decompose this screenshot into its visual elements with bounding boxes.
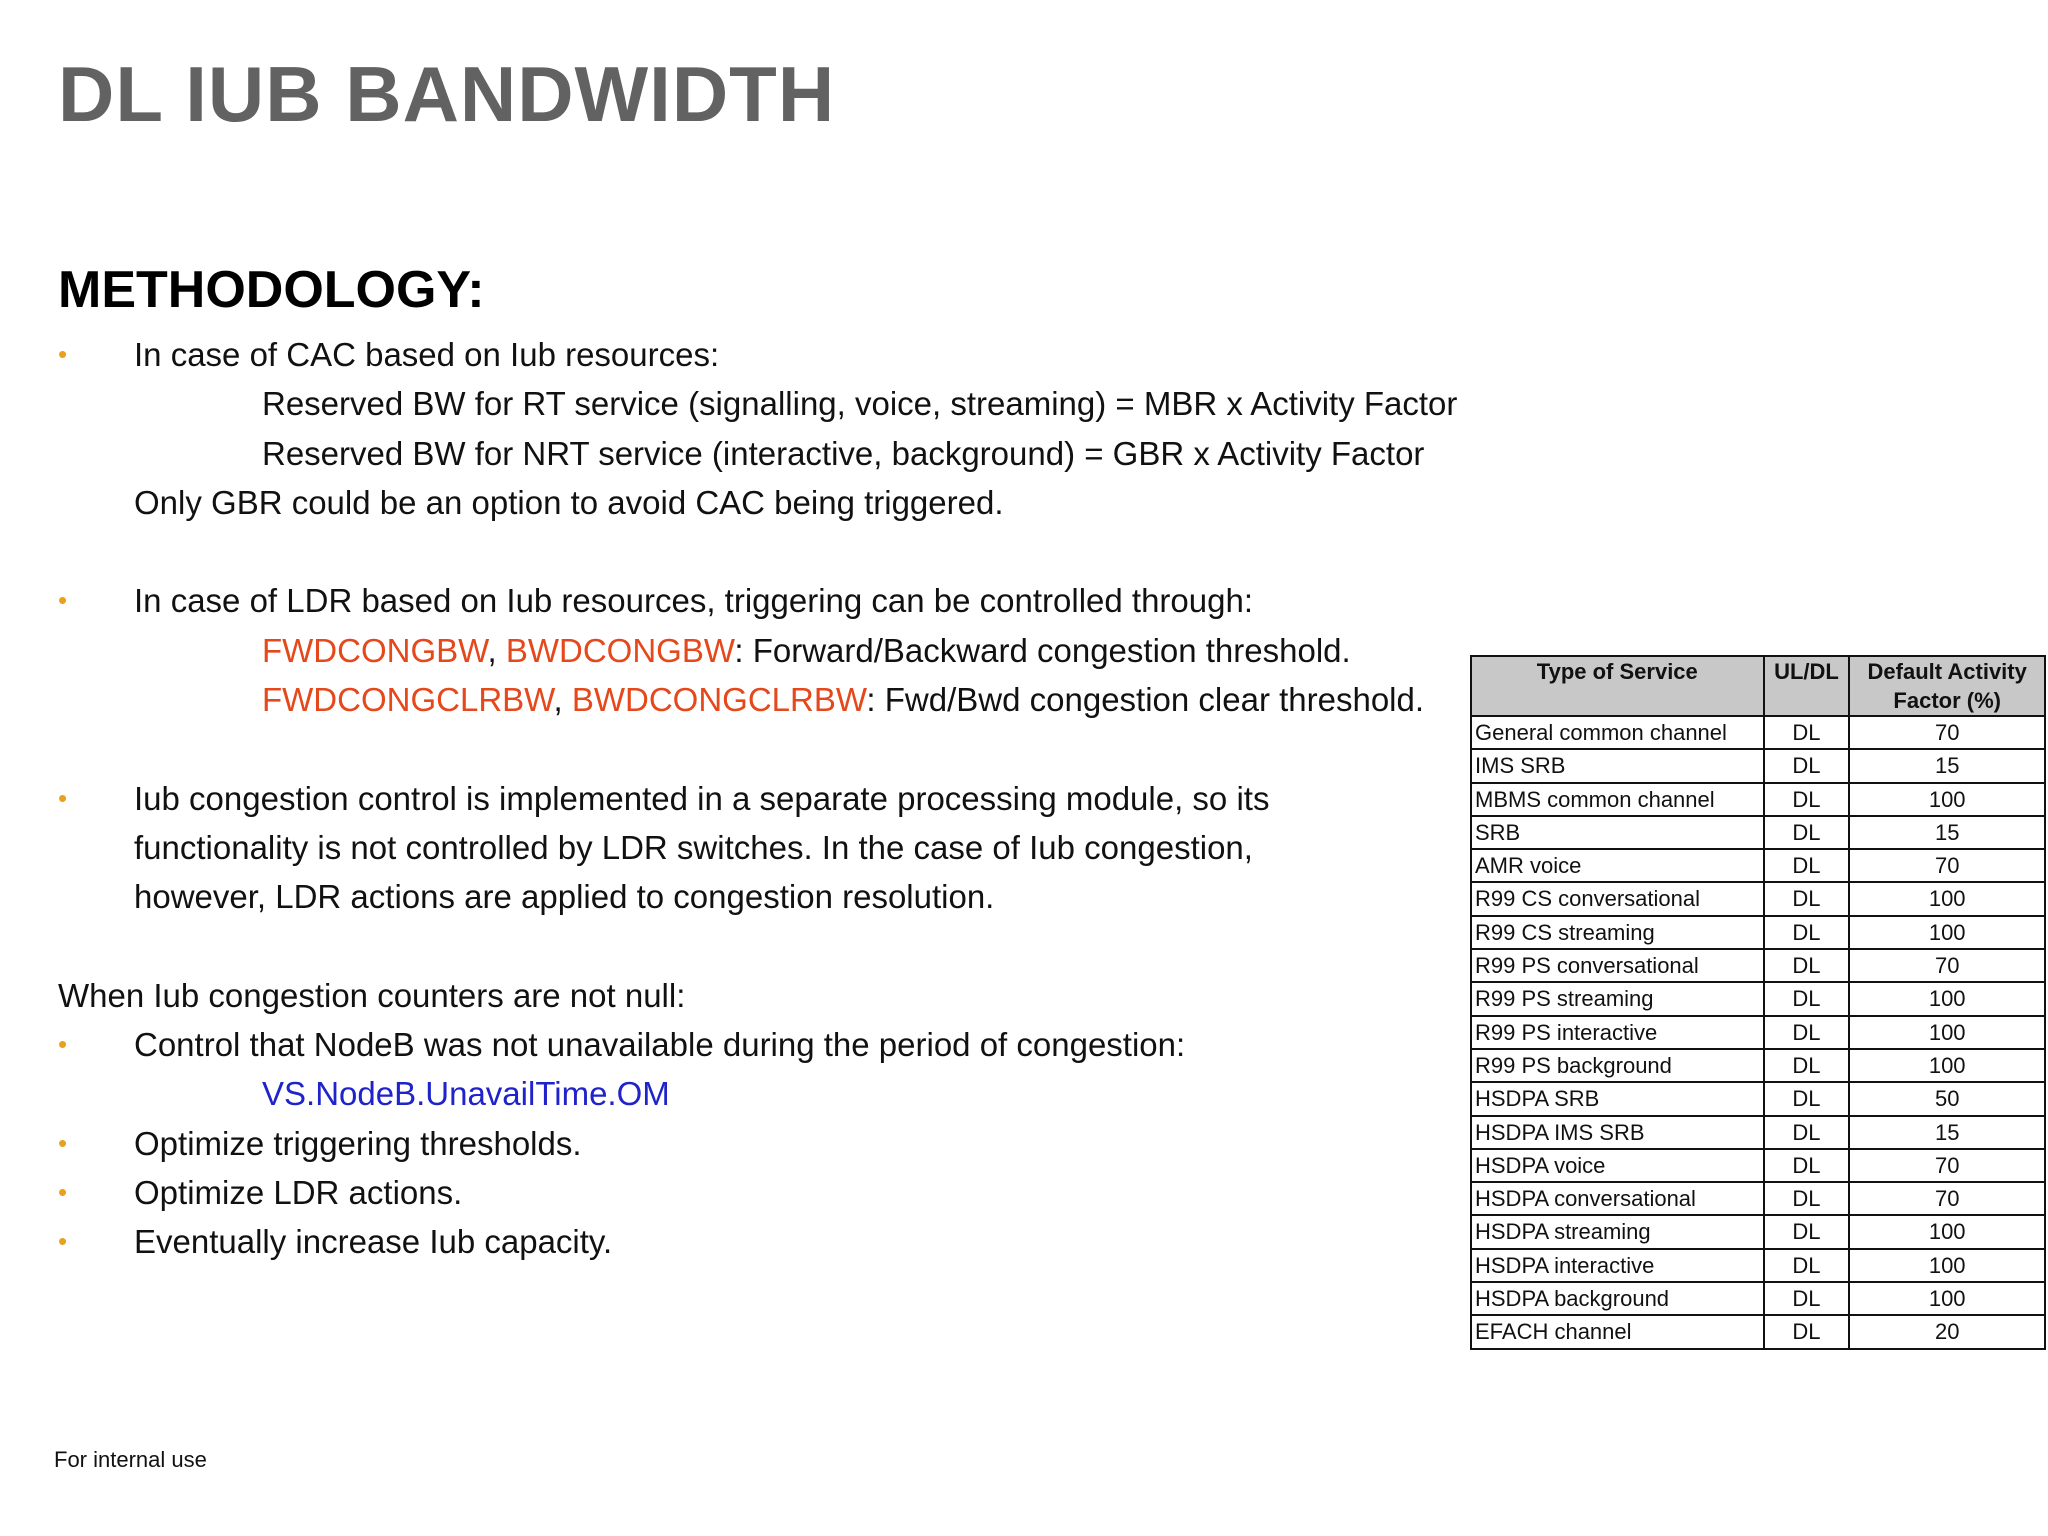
- rt-formula: Reserved BW for RT service (signalling, voice, streaming) = MBR x Activity Factor: [262, 385, 1458, 423]
- activity-factor-cell: 100: [1849, 982, 2045, 1015]
- table-body: [1471, 716, 2045, 1349]
- spacer: [58, 724, 1498, 773]
- table-row: [1471, 982, 2045, 1015]
- service-cell: HSDPA background: [1471, 1282, 1764, 1315]
- direction-cell: DL: [1764, 1282, 1850, 1315]
- activity-factor-cell: 20: [1849, 1315, 2045, 1348]
- header-ul-dl: UL/DL: [1764, 656, 1850, 716]
- service-cell: HSDPA voice: [1471, 1149, 1764, 1182]
- activity-factor-cell: 70: [1849, 1149, 2045, 1182]
- congestion-clear-line: [58, 675, 1498, 724]
- congestion-threshold-line: [58, 626, 1498, 675]
- direction-cell: DL: [1764, 783, 1850, 816]
- direction-cell: DL: [1764, 816, 1850, 849]
- spacer: [58, 922, 1498, 971]
- table-row: [1471, 1149, 2045, 1182]
- service-cell: HSDPA SRB: [1471, 1082, 1764, 1115]
- separator: ,: [553, 681, 572, 719]
- table-row: [1471, 1016, 2045, 1049]
- direction-cell: DL: [1764, 1249, 1850, 1282]
- direction-cell: DL: [1764, 1116, 1850, 1149]
- table-row: [1471, 1215, 2045, 1248]
- service-cell: HSDPA streaming: [1471, 1215, 1764, 1248]
- direction-cell: DL: [1764, 1215, 1850, 1248]
- table-row: [1471, 949, 2045, 982]
- separator: ,: [487, 631, 506, 669]
- service-cell: MBMS common channel: [1471, 783, 1764, 816]
- service-cell: SRB: [1471, 816, 1764, 849]
- activity-factor-cell: 100: [1849, 1016, 2045, 1049]
- activity-factor-cell: 100: [1849, 882, 2045, 915]
- table-row: [1471, 882, 2045, 915]
- bullet-cac: [58, 330, 1498, 379]
- activity-factor-cell: 15: [1849, 1116, 2045, 1149]
- bullet-thresholds: [58, 1119, 1498, 1168]
- service-cell: R99 CS conversational: [1471, 882, 1764, 915]
- counters-intro: When Iub congestion counters are not null:: [58, 976, 686, 1014]
- bullet-continuation: however, LDR actions are applied to congestion resolution.: [134, 878, 995, 916]
- spacer: [58, 527, 1498, 576]
- service-cell: EFACH channel: [1471, 1315, 1764, 1348]
- bullet-text: Optimize LDR actions.: [134, 1174, 463, 1212]
- bullet-iub-capacity: [58, 1217, 1498, 1266]
- param-fwdcongclrbw: FWDCONGCLRBW: [262, 681, 554, 719]
- table-row: [1471, 749, 2045, 782]
- table-row: [1471, 1182, 2045, 1215]
- activity-factor-cell: 70: [1849, 849, 2045, 882]
- bullet-icon: •: [58, 1029, 68, 1060]
- gbr-note: Only GBR could be an option to avoid CAC being triggered.: [134, 483, 1004, 521]
- activity-factor-cell: 15: [1849, 816, 2045, 849]
- table-row: [1471, 783, 2045, 816]
- service-cell: AMR voice: [1471, 849, 1764, 882]
- service-cell: HSDPA IMS SRB: [1471, 1116, 1764, 1149]
- section-heading: METHODOLOGY:: [58, 261, 485, 319]
- direction-cell: DL: [1764, 1182, 1850, 1215]
- activity-factor-cell: 100: [1849, 1249, 2045, 1282]
- table-row: [1471, 1249, 2045, 1282]
- bullet-text: In case of CAC based on Iub resources:: [134, 336, 720, 373]
- activity-factor-cell: 70: [1849, 1182, 2045, 1215]
- param-bwdcongbw: BWDCONGBW: [505, 631, 735, 669]
- bullet-icon: •: [58, 782, 68, 813]
- service-cell: R99 PS streaming: [1471, 982, 1764, 1015]
- param-description: : Forward/Backward congestion threshold.: [734, 631, 1351, 669]
- service-cell: R99 PS background: [1471, 1049, 1764, 1082]
- bullet-icon: •: [58, 339, 68, 369]
- table-row: [1471, 916, 2045, 949]
- table-row: [1471, 1082, 2045, 1115]
- param-fwdcongbw: FWDCONGBW: [262, 631, 488, 669]
- service-cell: HSDPA interactive: [1471, 1249, 1764, 1282]
- bullet-icon: •: [58, 1226, 68, 1257]
- table-row: [1471, 1116, 2045, 1149]
- direction-cell: DL: [1764, 716, 1850, 749]
- table-row: [1471, 716, 2045, 749]
- bullet-text: In case of LDR based on Iub resources, triggering can be controlled through:: [134, 582, 1254, 620]
- activity-factor-cell: 15: [1849, 749, 2045, 782]
- bullet-ldr: [58, 576, 1498, 625]
- direction-cell: DL: [1764, 1149, 1850, 1182]
- direction-cell: DL: [1764, 882, 1850, 915]
- activity-factor-cell: 50: [1849, 1082, 2045, 1115]
- service-cell: General common channel: [1471, 716, 1764, 749]
- service-cell: HSDPA conversational: [1471, 1182, 1764, 1215]
- direction-cell: DL: [1764, 1082, 1850, 1115]
- activity-factor-cell: 100: [1849, 1215, 2045, 1248]
- bullet-text: Control that NodeB was not unavailable during the period of congestion:: [134, 1026, 1186, 1064]
- slide-body: [58, 330, 1498, 1267]
- direction-cell: DL: [1764, 949, 1850, 982]
- table-row: [1471, 1315, 2045, 1348]
- activity-factor-cell: 100: [1849, 916, 2045, 949]
- direction-cell: DL: [1764, 916, 1850, 949]
- slide-title: DL IUB BANDWIDTH: [58, 50, 836, 138]
- nrt-formula: Reserved BW for NRT service (interactive, background) = GBR x Activity Factor: [262, 434, 1425, 472]
- service-cell: R99 CS streaming: [1471, 916, 1764, 949]
- bullet-icon: •: [58, 1177, 68, 1208]
- service-cell: R99 PS conversational: [1471, 949, 1764, 982]
- bullet-ldr-actions: [58, 1168, 1498, 1217]
- bullet-icon: •: [58, 585, 68, 616]
- activity-factor-cell: 100: [1849, 1282, 2045, 1315]
- bullet-text: Eventually increase Iub capacity.: [134, 1223, 613, 1261]
- table-row: [1471, 1282, 2045, 1315]
- bullet-icon: •: [58, 1127, 68, 1158]
- bullet-congestion-control: [58, 774, 1498, 823]
- footer-note: For internal use: [54, 1447, 207, 1472]
- service-cell: IMS SRB: [1471, 749, 1764, 782]
- counter-name: VS.NodeB.UnavailTime.OM: [262, 1075, 670, 1113]
- activity-factor-cell: 70: [1849, 949, 2045, 982]
- direction-cell: DL: [1764, 1049, 1850, 1082]
- header-type-of-service: Type of Service: [1471, 656, 1764, 716]
- activity-factor-table: [1470, 655, 2046, 1350]
- activity-factor-cell: 100: [1849, 783, 2045, 816]
- activity-factor-cell: 70: [1849, 716, 2045, 749]
- service-cell: R99 PS interactive: [1471, 1016, 1764, 1049]
- table-row: [1471, 1049, 2045, 1082]
- table-row: [1471, 849, 2045, 882]
- table-header-row: [1471, 656, 2045, 716]
- bullet-text: Optimize triggering thresholds.: [134, 1124, 582, 1162]
- param-description: : Fwd/Bwd congestion clear threshold.: [866, 681, 1425, 719]
- direction-cell: DL: [1764, 1315, 1850, 1348]
- bullet-continuation: functionality is not controlled by LDR switches. In the case of Iub congestion,: [134, 828, 1253, 866]
- bullet-nodeb: [58, 1020, 1498, 1069]
- bullet-text: Iub congestion control is implemented in a separate processing module, so its: [134, 779, 1270, 817]
- activity-factor-cell: 100: [1849, 1049, 2045, 1082]
- direction-cell: DL: [1764, 749, 1850, 782]
- direction-cell: DL: [1764, 849, 1850, 882]
- header-activity-factor: Default Activity Factor (%): [1849, 656, 2045, 716]
- table-row: [1471, 816, 2045, 849]
- direction-cell: DL: [1764, 982, 1850, 1015]
- param-bwdcongclrbw: BWDCONGCLRBW: [571, 681, 867, 719]
- direction-cell: DL: [1764, 1016, 1850, 1049]
